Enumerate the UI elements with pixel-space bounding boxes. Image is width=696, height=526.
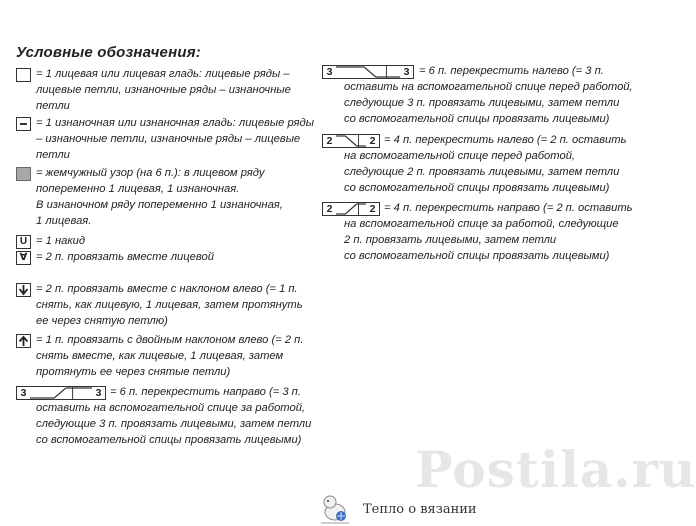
legend-item-seed: = жемчужный узор (на 6 п.): в лицевом ряду попеременно 1 лицевая, 1 изнаночная. В изнаночном ряду попеременно 1 изнаночная, 1 лицевая. [36,167,283,227]
cable-left-count: 2 [326,203,333,215]
yarn-over-glyph: U [19,236,28,247]
footer [313,492,477,526]
legend-item-cable-4-right: = 4 п. перекрестить направо (= 2 п. оставить [384,202,633,214]
seed-stitch-symbol [16,167,31,181]
cable-6-right-symbol [16,386,106,400]
knit-stitch-symbol [16,68,31,82]
double-decrease-symbol [16,334,31,348]
legend-item-k2tog: = 2 п. провязать вместе лицевой [36,251,214,263]
cable-right-cross-icon [30,387,92,399]
purl-stitch-symbol [16,117,31,131]
watermark-logo: Postila.ru [415,440,696,499]
cable-right-count: 2 [369,203,376,215]
k2tog-symbol [16,251,31,265]
cable-left-count: 3 [20,387,27,399]
yarn-over-symbol [16,235,31,249]
dog-mascot-icon [313,492,357,526]
cable-left-cross-icon [336,66,400,78]
footer-brand-text: Тепло о вязании [363,501,477,517]
k2tog-glyph: ∀ [19,252,28,263]
cable-left-cross-icon [336,135,366,147]
cable-4-left-symbol [322,134,380,148]
legend-item-cable-4-left: = 4 п. перекрестить налево (= 2 п. оставить [384,134,627,146]
legend-item-cable-4-left-cont: на вспомогательной спице перед работой, следующие 2 п. провязать лицевыми, затем петли со вспомогательной спицы провязать лицевыми) [344,150,620,194]
cable-right-cross-icon [336,203,366,215]
legend-item-cable-6-left-cont: оставить на вспомогательной спице перед работой, следующие 3 п. провязать лицевыми, затем петли со вспомогательной спицы провязать лицевыми) [344,81,633,125]
cable-left-count: 2 [326,135,333,147]
legend-item-ssk: = 2 п. провязать вместе с наклоном влево (= 1 п. снять, как лицевую, 1 лицевая, затем протянуть ее через снятую петлю) [36,283,303,327]
legend-item-purl: = 1 изнаночная или изнаночная гладь: лицевые ряды – изнаночные петли, изнаночные ряды – лицевые петли [36,117,314,161]
cable-right-count: 2 [369,135,376,147]
arrow-down-icon [17,284,30,296]
legend-title: Условные обозначения: [16,44,201,61]
ssk-symbol [16,283,31,297]
legend-item-double-decrease: = 1 п. провязать с двойным наклоном влево (= 2 п. снять вместе, как лицевые, 1 лицевая, затем протянуть ее через снятые петли) [36,334,304,378]
cable-left-count: 3 [326,66,333,78]
cable-6-left-symbol [322,65,414,79]
legend-item-cable-6-right: = 6 п. перекрестить направо (= 3 п. [110,386,301,398]
arrow-up-icon [17,335,30,347]
legend-item-knit: = 1 лицевая или лицевая гладь: лицевые ряды – лицевые петли, изнаночные ряды – изнаночные петли [36,68,291,112]
cable-4-right-symbol [322,202,380,216]
legend-item-cable-6-left: = 6 п. перекрестить налево (= 3 п. [419,65,604,77]
legend-item-cable-6-right-cont: оставить на вспомогательной спице за работой, следующие 3 п. провязать лицевыми, затем петли со вспомогательной спицы провязать лицевыми) [36,402,312,446]
cable-right-count: 3 [403,66,410,78]
legend-item-yarn-over: = 1 накид [36,235,86,247]
legend-item-cable-4-right-cont: на вспомогательной спице за работой, следующие 2 п. провязать лицевыми, затем петли со вспомогательной спицы провязать лицевыми) [344,218,619,262]
cable-right-count: 3 [95,387,102,399]
